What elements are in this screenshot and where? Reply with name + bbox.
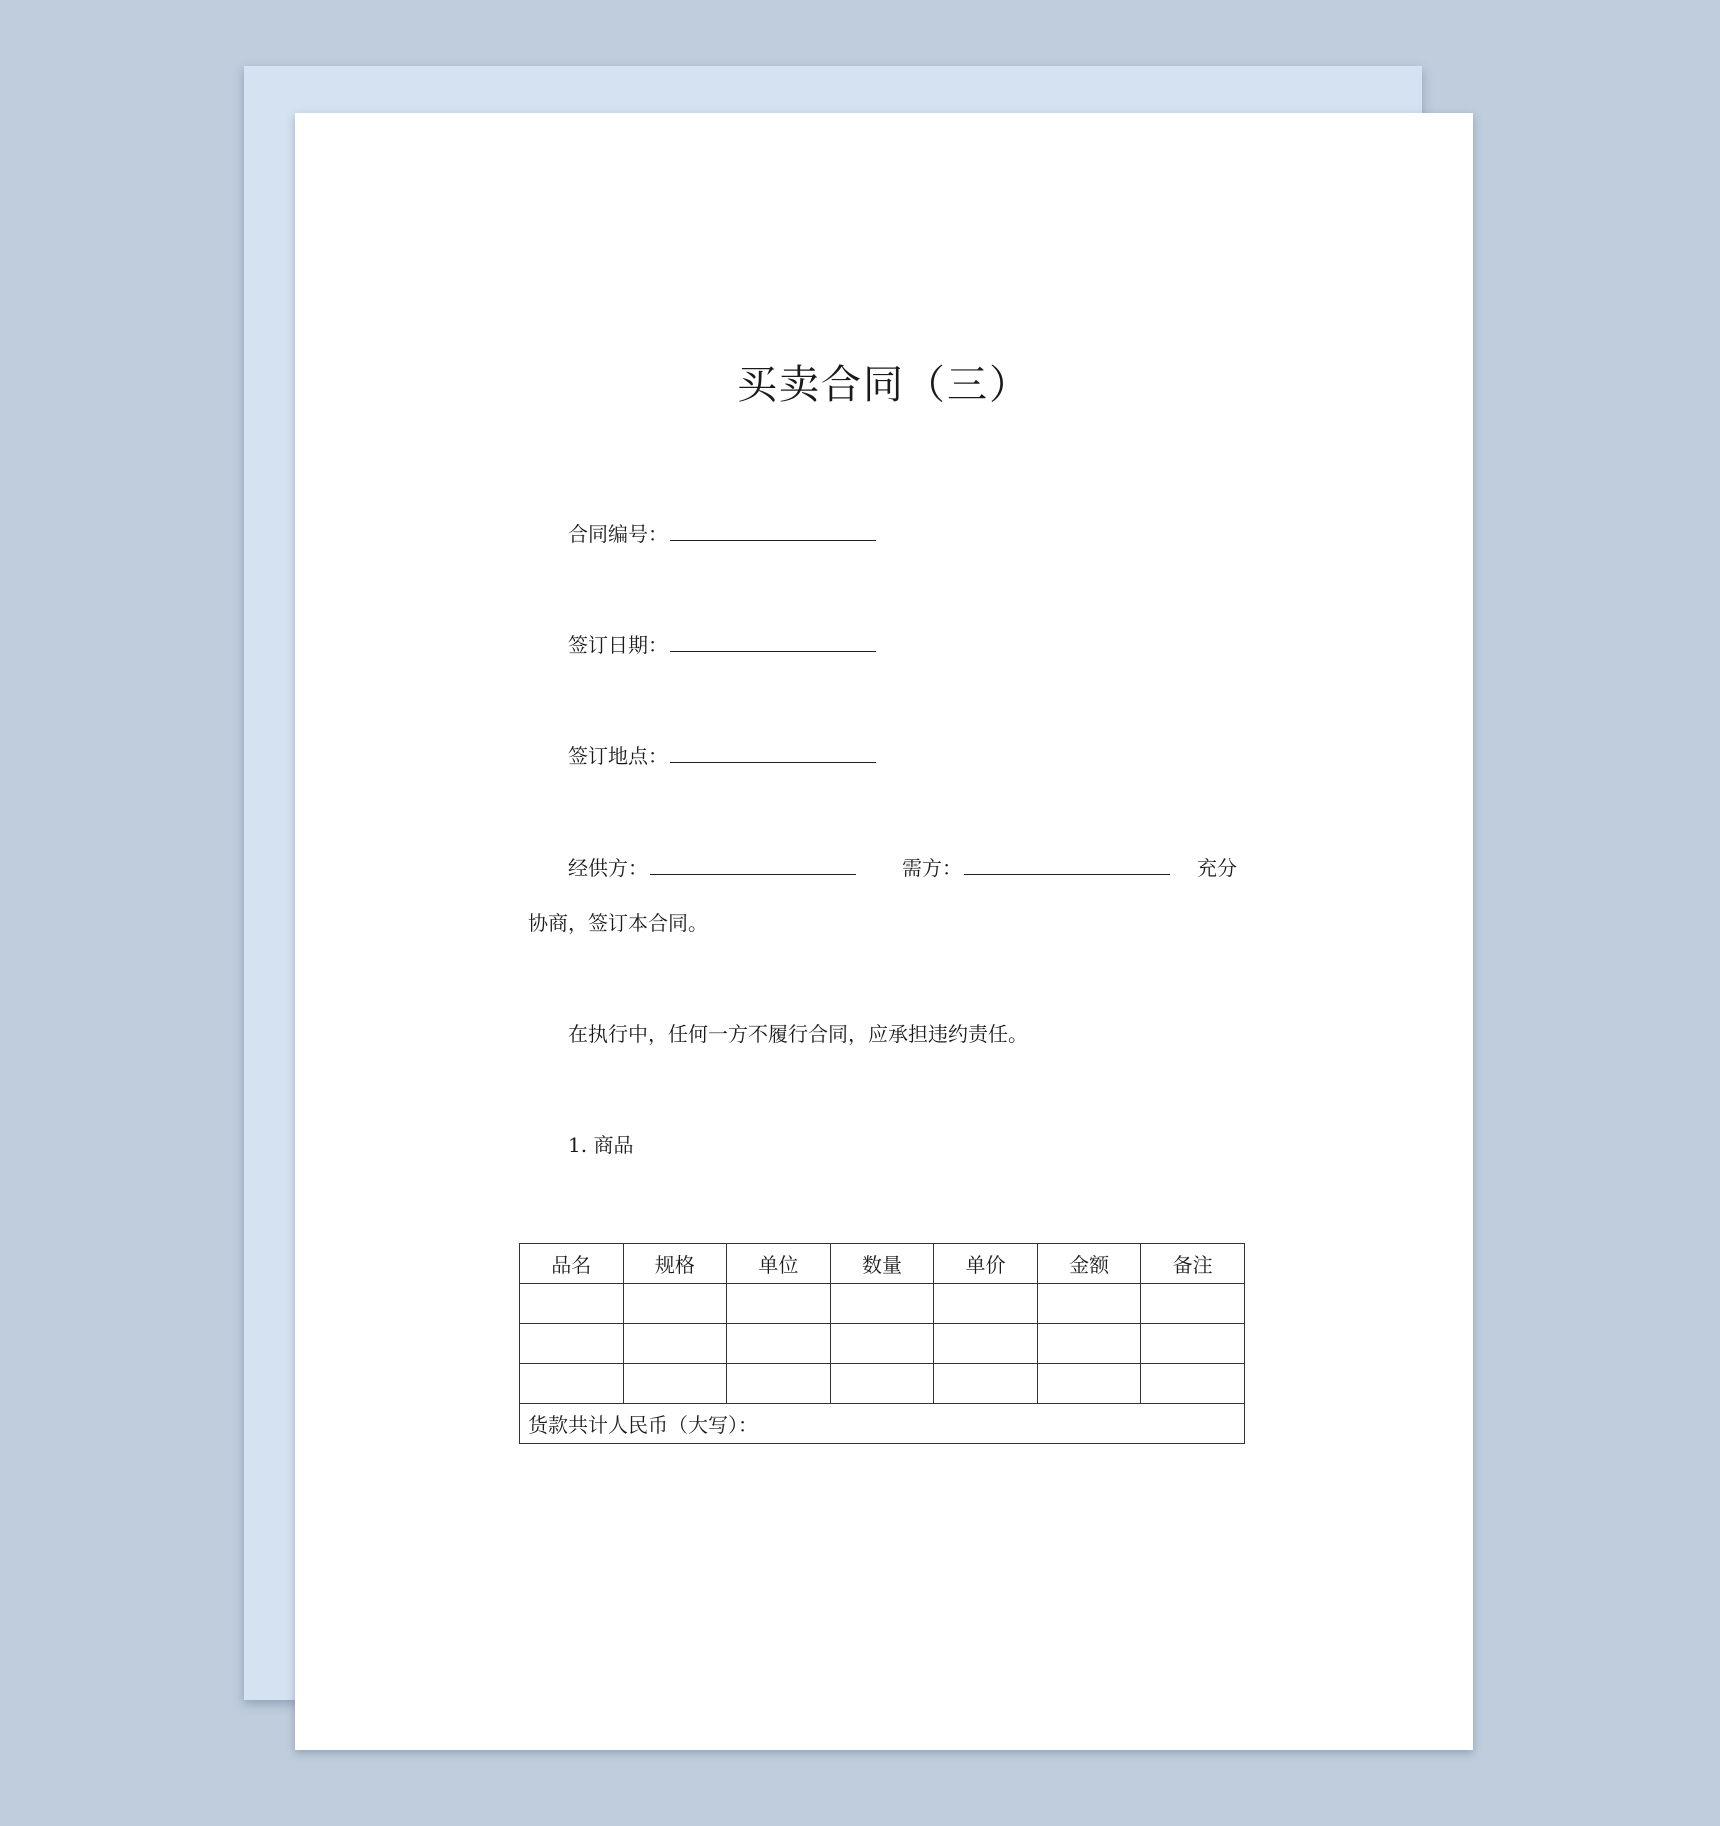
table-row — [520, 1364, 1245, 1404]
document-page — [295, 113, 1473, 1750]
header-unit-price: 单价 — [934, 1244, 1038, 1284]
table-cell[interactable] — [1141, 1364, 1245, 1404]
header-specification: 规格 — [623, 1244, 727, 1284]
table-cell[interactable] — [623, 1364, 727, 1404]
table-row — [520, 1324, 1245, 1364]
table-cell[interactable] — [1037, 1364, 1141, 1404]
table-cell[interactable] — [623, 1284, 727, 1324]
supplier-row — [568, 854, 856, 882]
buyer-row — [902, 854, 1170, 882]
sign-place-row — [568, 742, 876, 770]
sign-place-blank[interactable] — [670, 742, 876, 763]
document-title: 买卖合同（三） — [737, 362, 1031, 408]
table-cell[interactable] — [727, 1324, 831, 1364]
contract-number-row — [568, 520, 876, 548]
table-cell[interactable] — [934, 1284, 1038, 1324]
section-goods-heading: 1. 商品 — [568, 1133, 634, 1157]
header-quantity: 数量 — [830, 1244, 934, 1284]
sign-date-blank[interactable] — [670, 631, 876, 652]
header-amount: 金额 — [1037, 1244, 1141, 1284]
parties-tail-text: 充分 — [1197, 856, 1237, 880]
table-cell[interactable] — [1037, 1324, 1141, 1364]
table-cell[interactable] — [727, 1284, 831, 1324]
table-cell[interactable] — [520, 1324, 624, 1364]
goods-table-header-row — [520, 1244, 1245, 1284]
table-row — [520, 1284, 1245, 1324]
parties-continuation-text: 协商，签订本合同。 — [528, 911, 708, 935]
header-remarks: 备注 — [1141, 1244, 1245, 1284]
table-cell[interactable] — [520, 1364, 624, 1404]
goods-total-row — [520, 1404, 1245, 1444]
sign-date-label: 签订日期： — [568, 633, 668, 657]
table-cell[interactable] — [830, 1364, 934, 1404]
buyer-blank[interactable] — [964, 854, 1170, 875]
header-unit: 单位 — [727, 1244, 831, 1284]
buyer-label: 需方： — [902, 856, 962, 880]
supplier-blank[interactable] — [650, 854, 856, 875]
sign-place-label: 签订地点： — [568, 744, 668, 768]
table-cell[interactable] — [830, 1284, 934, 1324]
goods-table — [519, 1243, 1245, 1444]
header-product-name: 品名 — [520, 1244, 624, 1284]
table-cell[interactable] — [1141, 1284, 1245, 1324]
breach-clause-text: 在执行中，任何一方不履行合同，应承担违约责任。 — [568, 1022, 1028, 1046]
sign-date-row — [568, 631, 876, 659]
supplier-label: 经供方： — [568, 856, 648, 880]
table-cell[interactable] — [830, 1324, 934, 1364]
table-cell[interactable] — [934, 1324, 1038, 1364]
table-cell[interactable] — [727, 1364, 831, 1404]
table-cell[interactable] — [934, 1364, 1038, 1404]
contract-number-label: 合同编号： — [568, 522, 668, 546]
table-cell[interactable] — [623, 1324, 727, 1364]
table-cell[interactable] — [1037, 1284, 1141, 1324]
goods-total-cell[interactable]: 货款共计人民币（大写）： — [520, 1404, 1245, 1444]
table-cell[interactable] — [1141, 1324, 1245, 1364]
contract-number-blank[interactable] — [670, 520, 876, 541]
table-cell[interactable] — [520, 1284, 624, 1324]
